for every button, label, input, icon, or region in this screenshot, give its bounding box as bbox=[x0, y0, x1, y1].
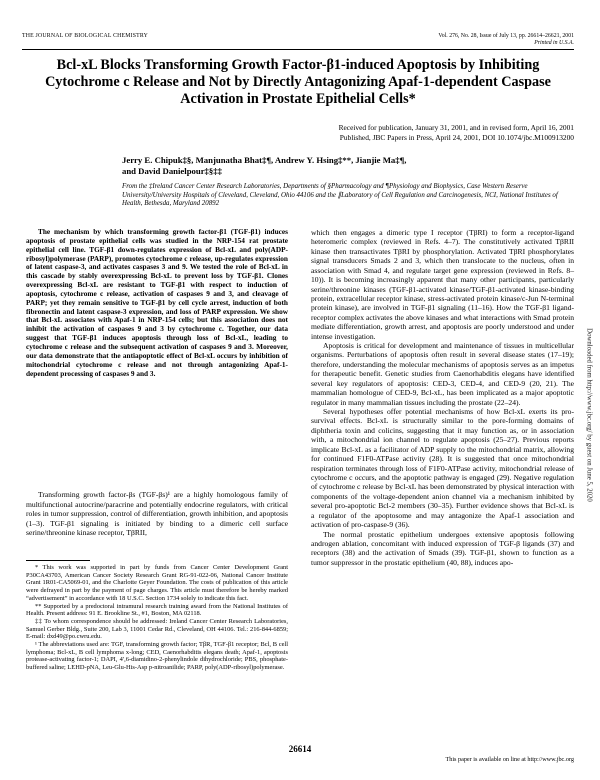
intro-paragraph: Transforming growth factor-βs (TGF-βs)¹ are a highly homologous family of multifunctional autocrine/paracrine and potentially endocrine regulators, with critical roles in tumor suppression, control of differentiation, growth inhibition, and apoptosis (1–3). TGF-β1 signaling is initiated by binding to a dimeric cell surface serine/threonine kinase receptor, TβRII, bbox=[26, 490, 288, 537]
print-line: Printed in U.S.A. bbox=[534, 39, 574, 46]
published-line: Published, JBC Papers in Press, April 24, 2001, DOI 10.1074/jbc.M100913200 bbox=[339, 132, 574, 142]
right-column-body bbox=[311, 228, 574, 567]
authors-line-1: Jerry E. Chipuk‡§, Manjunatha Bhat‡¶, Andrew Y. Hsing‡**, Jianjie Ma‡¶, bbox=[122, 155, 407, 165]
received-dates bbox=[339, 123, 574, 142]
author-list bbox=[122, 155, 574, 178]
received-line: Received for publication, January 31, 2001, and in revised form, April 16, 2001 bbox=[338, 123, 574, 132]
footnote-award: ** Supported by a predoctoral intramural research training award from the National Institutes of Health. Present address: 91 E. Brookline St., #1, Boston, MA 02118. bbox=[26, 602, 288, 618]
running-header bbox=[22, 33, 574, 50]
download-watermark-text: Downloaded from http://www.jbc.org/ by guest on June 5, 2020 bbox=[585, 328, 593, 502]
abstract: The mechanism by which transforming growth factor-β1 (TGF-β1) induces apoptosis of prostate epithelial cells was studied in the NRP-154 rat prostate epithelial cell line. TGF-β1 down-regulates expression of Bcl-xL and poly(ADP-ribosyl)polymerase (PARP), promotes cytochrome c release, up-regulates expression of latent caspase-3, and activates caspases 3 and 9. We tested the role of Bcl-xL in this cascade by stably overexpressing Bcl-xL to prevent loss by TGF-β1. Clones overexpressing Bcl-xL are resistant to TGF-β1 with respect to induction of apoptosis, cytochrome c release, activation of caspases 9 and 3, and cleavage of PARP; yet they remain sensitive to TGF-β1 by cell cycle arrest, induction of both fibronectin and latent caspase-3 expression, and loss of PARP expression. We show that Bcl-xL associates with Apaf-1 in NRP-154 cells; but this association does not inhibit the activation of caspases 9 and 3 by cytochrome c. Together, our data suggest that TGF-β1 induces apoptosis through loss of Bcl-xL, leading to cytochrome c release and the subsequent activation of caspases 9 and 3. Moreover, our data demonstrate that the antiapoptotic effect of Bcl-xL occurs by inhibition of mitochondrial cytochrome c release and not through antagonizing Apaf-1-dependent processing of caspases 9 and 3. bbox=[26, 227, 288, 378]
body-paragraph: Apoptosis is critical for development and maintenance of tissues in multicellular organisms. Perturbations of apoptosis often result in several disease states (17–19); therefore, understanding the molecular mechanisms of apoptosis serves as an impetus for therapeutic benefit. Genetic studies from Caenorhabditis elegans have identified several key regulators of apoptosis: CED-3, CED-4, and CED-9 (20, 21). The mammalian homologue of CED-9, Bcl-xL, has been implicated as a major apoptotic regulator in many mammalian tissues including the prostate (22–24). bbox=[311, 341, 574, 407]
footnote-divider bbox=[26, 560, 90, 561]
body-paragraph: which then engages a dimeric type I receptor (TβRI) to form a receptor-ligand heteromeric complex (reviewed in Refs. 4–7). The constitutively activated TβRII kinase then transactivates TβRI by phosphorylation. Activated TβRI phosphorylates signal transducers Smads 2 and 3, which then translocate to the nucleus, often in association with Smad 4, and regulate target gene expression (reviewed in Refs. 8–10)). It is becoming increasingly apparent that many other participants, particularly serine/threonine kinases (TGF-β1-activated kinase/TGF-β1-activated kinase-binding protein, extracellular receptor kinase, stress-activated protein kinase/c-Jun N-terminal protein kinase), are involved in TGF-β1 signaling (11–16). How the TGF-β1 ligand-receptor complex activates the above kinases and what interactions with Smad protein mediate differentiation, growth arrest, and apoptosis are poorly understood and under intense investigation. bbox=[311, 228, 574, 341]
article-title: Bcl-xL Blocks Transforming Growth Factor-β1-induced Apoptosis by Inhibiting Cytochrome c Release and Not by Directly Antagonizing Apaf-1-dependent Caspase Activation in Prostate Epithelial Cells* bbox=[45, 57, 551, 107]
footnote-abbreviations: ¹ The abbreviations used are: TGF, transforming growth factor; TβR, TGF-β1 receptor; Bcl, B cell lymphoma; Bcl-xL, B cell lymphoma x-long; CED, Caenorhabditis elegans death; Apaf-1, apoptosis protease-activating factor-1; DAPI, 4′,6-diamidino-2-phenylindole dihydrochloride; PBS, phosphate-buffered saline; LEHD-pNA, Leu-Glu-His-Asp p-nitroanilide; PARP, poly(ADP-ribosyl)polymerase. bbox=[26, 641, 288, 672]
body-paragraph: The normal prostatic epithelium undergoes extensive apoptosis following androgen ablation, concomitant with induced expression of TGF-β ligands (37) and receptors (38) and the activation of Smads (39). TGF-β1, shown to function as a tumor suppressor in the prostatic epithelium (40, 88), induces apo- bbox=[311, 529, 574, 567]
footnotes bbox=[26, 564, 288, 672]
footnote-funding: * This work was supported in part by funds from Cancer Center Development Grant P30CA43703, American Cancer Society Research Grant RG-91-022-06, National Cancer Institute Grant 1R01-CA5069-01, and the Charlotte Geyer Foundation. The costs of publication of this article were defrayed in part by the payment of page charges. This article must therefore be hereby marked “advertisement” in accordance with 18 U.S.C. Section 1734 solely to indicate this fact. bbox=[26, 564, 288, 602]
authors-line-2: and David Danielpour‡§‡‡ bbox=[122, 166, 222, 177]
page-number: 26614 bbox=[288, 744, 312, 754]
journal-name: THE JOURNAL OF BIOLOGICAL CHEMISTRY bbox=[22, 33, 149, 39]
affiliations: From the ‡Ireland Cancer Center Research Laboratories, Departments of §Pharmacology and ¶Physiology and Biophysics, Case Western Reserve University/University Hospitals of Cleveland, Cleveland, Ohio 44106 and the ∥Laboratory of Cell Regulation and Carcinogenesis, NCI, National Institutes of Health, Bethesda, Maryland 20892 bbox=[122, 183, 558, 207]
citation-block bbox=[438, 33, 574, 46]
citation-line: Vol. 276, No. 28, Issue of July 13, pp. 26614–26621, 2001 bbox=[438, 33, 574, 39]
body-paragraph: Several hypotheses offer potential mechanisms of how Bcl-xL exerts its pro-survival effects. Bcl-xL is structurally similar to the pore-forming domains of diphtheria toxin and colicins, suggesting that it may function as, or in association with, a mitochondrial ion channel to regulate apoptosis (25–27). Previous reports implicate Bcl-xL as a facilitator of ADP supply to the mitochondrial matrix, allowing for continued F1F0-ATPase activity (28). It is suggested that once mitochondrial respiration terminates through loss of F1F0-ATPase activity, mitochondrial release of cytochrome c occurs, and the apoptotic pathway is engaged (29). Negative regulation of cytochrome c release by Bcl-xL has been demonstrated by physical interaction with components of the voltage-dependent anion channel via a mechanism inhibited by several pro-apoptotic Bcl-2 members (30–35). Further evidence shows that Bcl-xL is a regulator of the apoptosome and may antagonize the Apaf-1 association and activation of pro-caspase-9 (36). bbox=[311, 407, 574, 530]
footnote-correspondence: ‡‡ To whom correspondence should be addressed: Ireland Cancer Center Research Laboratories, Samuel Gerber Bldg., Suite 200, Lab 3, 11001 Cedar Rd., Cleveland, OH 44106. Tel.: 216-844-6859; E-mail: dxd49@po.cwru.edu. bbox=[26, 617, 288, 641]
availability-note: This paper is available on line at http://www.jbc.org bbox=[445, 756, 574, 763]
